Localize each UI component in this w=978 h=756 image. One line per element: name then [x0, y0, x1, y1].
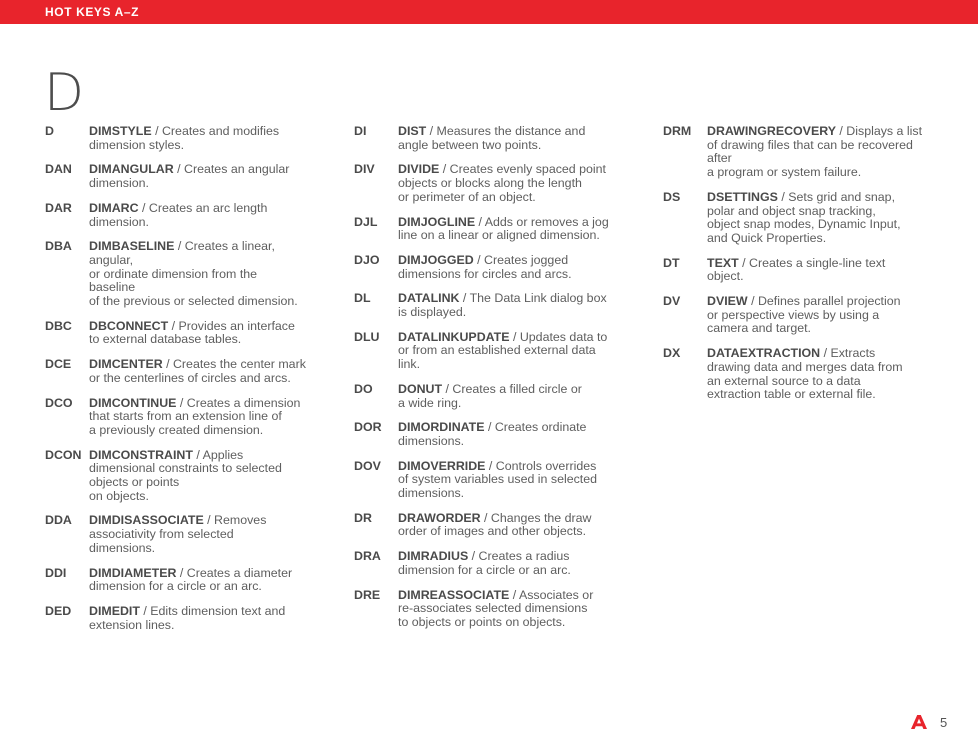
shortcut-entry: [45, 240, 325, 309]
shortcut-entry: [45, 202, 325, 229]
shortcut-description-block: [89, 449, 325, 504]
command-name: DIMEDIT: [89, 603, 140, 618]
command-description: / Creates jogged dimensions for circles and arcs.: [398, 252, 572, 281]
shortcut-key: DRE: [354, 587, 381, 602]
command-description: / Controls overrides of system variables used in selected dimensions.: [398, 458, 598, 501]
shortcut-description-block: [398, 589, 634, 630]
shortcut-key: DDI: [45, 565, 67, 580]
shortcut-entry: [354, 383, 634, 410]
shortcut-description-block: [707, 125, 938, 180]
shortcut-description-block: [89, 240, 325, 309]
command-name: DRAWINGRECOVERY: [707, 124, 836, 138]
command-description: / Creates an angular dimension.: [89, 162, 290, 191]
command-description: / Sets grid and snap, polar and object snap tracking, object snap modes, Dynamic Input, and Quick Properties.: [707, 189, 901, 245]
command-description: / Creates a dimension that starts from an extension line of a previously created dimension.: [89, 395, 301, 437]
shortcut-key: DRA: [354, 549, 381, 564]
command-name: DIMDIAMETER: [89, 565, 177, 580]
shortcut-description-block: [398, 512, 634, 539]
shortcut-entry: [354, 163, 634, 204]
command-description: / Edits dimension text and extension lines.: [89, 603, 286, 632]
shortcut-description-block: [89, 397, 325, 438]
shortcut-entry: [45, 567, 325, 594]
command-name: DIMDISASSOCIATE: [89, 513, 204, 528]
shortcut-entry: [354, 125, 634, 152]
shortcut-description-block: [89, 567, 325, 594]
shortcut-description-block: [398, 550, 634, 577]
command-name: DBCONNECT: [89, 318, 169, 333]
shortcut-description-block: [398, 383, 634, 410]
shortcut-key: DOV: [354, 458, 381, 473]
shortcut-key: DAN: [45, 162, 72, 177]
shortcut-description-block: [89, 605, 325, 632]
shortcut-description-block: [398, 460, 634, 501]
autodesk-logo-icon: [911, 715, 927, 729]
command-description: / Defines parallel projection or perspective views by using a camera and target.: [707, 294, 901, 336]
shortcut-description-block: [398, 163, 634, 204]
shortcut-entry: [663, 257, 938, 284]
command-name: DIMJOGGED: [398, 252, 474, 267]
shortcut-description-block: [398, 331, 634, 372]
shortcut-entry: [354, 254, 634, 281]
command-description: / Applies dimensional constraints to selected objects or points on objects.: [89, 447, 282, 503]
command-description: / Creates evenly spaced point objects or blocks along the length or perimeter of an object.: [398, 162, 606, 204]
shortcut-description-block: [707, 257, 938, 284]
command-name: DIMORDINATE: [398, 420, 485, 435]
shortcut-description-block: [89, 358, 325, 385]
shortcut-description-block: [398, 216, 634, 243]
shortcut-key: DX: [663, 346, 681, 361]
shortcut-entry: [45, 397, 325, 438]
command-name: DATALINKUPDATE: [398, 329, 510, 344]
shortcut-entry: [354, 460, 634, 501]
shortcut-key: DCON: [45, 447, 82, 462]
shortcut-entry: [663, 125, 938, 180]
shortcut-description-block: [89, 514, 325, 555]
command-description: / Creates the center mark or the centerlines of circles and arcs.: [89, 357, 306, 385]
command-name: DIMCONTINUE: [89, 395, 177, 410]
command-description: / Creates a linear, angular, or ordinate dimension from the baseline of the previous or selected dimension.: [89, 239, 298, 309]
shortcut-entry: [354, 421, 634, 448]
header-title: HOT KEYS A–Z: [45, 5, 140, 19]
shortcut-entry: [663, 191, 938, 246]
shortcut-key: DT: [663, 255, 680, 270]
shortcut-entry: [354, 292, 634, 319]
shortcut-key: DED: [45, 603, 72, 618]
shortcut-key: DDA: [45, 513, 72, 528]
shortcut-key: DIV: [354, 162, 375, 177]
shortcut-description-block: [707, 191, 938, 246]
command-description: / The Data Link dialog box is displayed.: [398, 291, 607, 320]
shortcut-key: D: [45, 124, 54, 138]
command-description: / Displays a list of drawing files that can be recovered after a program or system failure.: [707, 124, 923, 180]
shortcut-entry: [354, 550, 634, 577]
shortcut-key: DCE: [45, 357, 72, 372]
shortcut-key: DCO: [45, 395, 73, 410]
command-description: / Extracts drawing data and merges data from an external source to a data extraction table or external file.: [707, 346, 903, 402]
shortcut-description-block: [89, 320, 325, 347]
shortcut-entry: [663, 347, 938, 402]
shortcut-key: DBC: [45, 318, 72, 333]
column-2: [354, 125, 634, 641]
command-description: / Adds or removes a jog line on a linear or aligned dimension.: [398, 214, 609, 243]
command-description: / Removes associativity from selected dimensions.: [89, 513, 267, 555]
shortcut-entry: [354, 589, 634, 630]
command-name: DIMRADIUS: [398, 549, 469, 564]
shortcut-description-block: [707, 295, 938, 336]
command-name: DONUT: [398, 381, 443, 396]
shortcut-description-block: [398, 254, 634, 281]
shortcut-key: DJL: [354, 214, 378, 229]
command-name: DIMJOGLINE: [398, 214, 476, 229]
command-description: / Creates ordinate dimensions.: [398, 420, 587, 448]
command-description: / Creates an arc length dimension.: [89, 200, 268, 229]
command-description: / Measures the distance and angle between two points.: [398, 124, 586, 152]
column-1: [45, 125, 325, 643]
shortcut-description-block: [707, 347, 938, 402]
command-description: / Creates a radius dimension for a circle or an arc.: [398, 549, 571, 577]
shortcut-key: DRM: [663, 124, 692, 138]
shortcut-entry: [354, 331, 634, 372]
shortcut-description-block: [89, 125, 325, 152]
shortcut-description-block: [89, 163, 325, 190]
page-number: 5: [940, 715, 948, 730]
command-description: / Creates a single-line text object.: [707, 255, 886, 284]
command-name: DIMCENTER: [89, 357, 163, 372]
shortcut-entry: [45, 514, 325, 555]
command-description: / Creates a filled circle or a wide ring.: [398, 381, 582, 410]
shortcut-entry: [45, 605, 325, 632]
shortcut-entry: [45, 358, 325, 385]
command-name: TEXT: [707, 255, 739, 270]
column-3: [663, 125, 938, 413]
command-name: DIVIDE: [398, 162, 440, 177]
shortcut-key: DLU: [354, 329, 380, 344]
command-name: DSETTINGS: [707, 189, 778, 204]
command-name: DIMANGULAR: [89, 162, 174, 177]
command-name: DIMARC: [89, 200, 139, 215]
shortcut-entry: [354, 512, 634, 539]
command-name: DIMREASSOCIATE: [398, 587, 510, 602]
command-name: DIMSTYLE: [89, 124, 152, 138]
shortcut-entry: [45, 320, 325, 347]
shortcut-entry: [663, 295, 938, 336]
command-description: / Provides an interface to external database tables.: [89, 318, 295, 347]
shortcut-entry: [45, 163, 325, 190]
shortcut-key: DV: [663, 294, 681, 309]
shortcut-key: DBA: [45, 239, 72, 254]
command-description: / Creates and modifies dimension styles.: [89, 124, 280, 152]
shortcut-entry: [354, 216, 634, 243]
command-description: / Updates data to or from an established external data link.: [398, 329, 608, 372]
shortcut-key: DS: [663, 189, 681, 204]
command-description: / Changes the draw order of images and other objects.: [398, 510, 592, 539]
top-bar: [0, 0, 978, 24]
command-name: DATAEXTRACTION: [707, 346, 821, 361]
shortcut-key: DOR: [354, 420, 382, 435]
shortcut-description-block: [398, 421, 634, 448]
command-description: / Creates a diameter dimension for a circle or an arc.: [89, 565, 293, 594]
shortcut-key: DL: [354, 291, 371, 306]
shortcut-key: DO: [354, 381, 373, 396]
command-name: DIST: [398, 124, 427, 138]
shortcut-entry: [45, 449, 325, 504]
shortcut-key: DJO: [354, 252, 380, 267]
shortcut-key: DI: [354, 124, 367, 138]
command-description: / Associates or re-associates selected dimensions to objects or points on objects.: [398, 587, 594, 629]
command-name: DIMCONSTRAINT: [89, 447, 193, 462]
command-name: DATALINK: [398, 291, 460, 306]
command-name: DRAWORDER: [398, 510, 481, 525]
section-letter: D: [44, 63, 85, 123]
shortcut-key: DAR: [45, 200, 72, 215]
shortcut-description-block: [398, 292, 634, 319]
shortcut-description-block: [398, 125, 634, 152]
command-name: DIMOVERRIDE: [398, 458, 486, 473]
command-name: DVIEW: [707, 294, 748, 309]
shortcut-key: DR: [354, 510, 372, 525]
command-name: DIMBASELINE: [89, 239, 175, 254]
shortcut-description-block: [89, 202, 325, 229]
shortcut-entry: [45, 125, 325, 152]
